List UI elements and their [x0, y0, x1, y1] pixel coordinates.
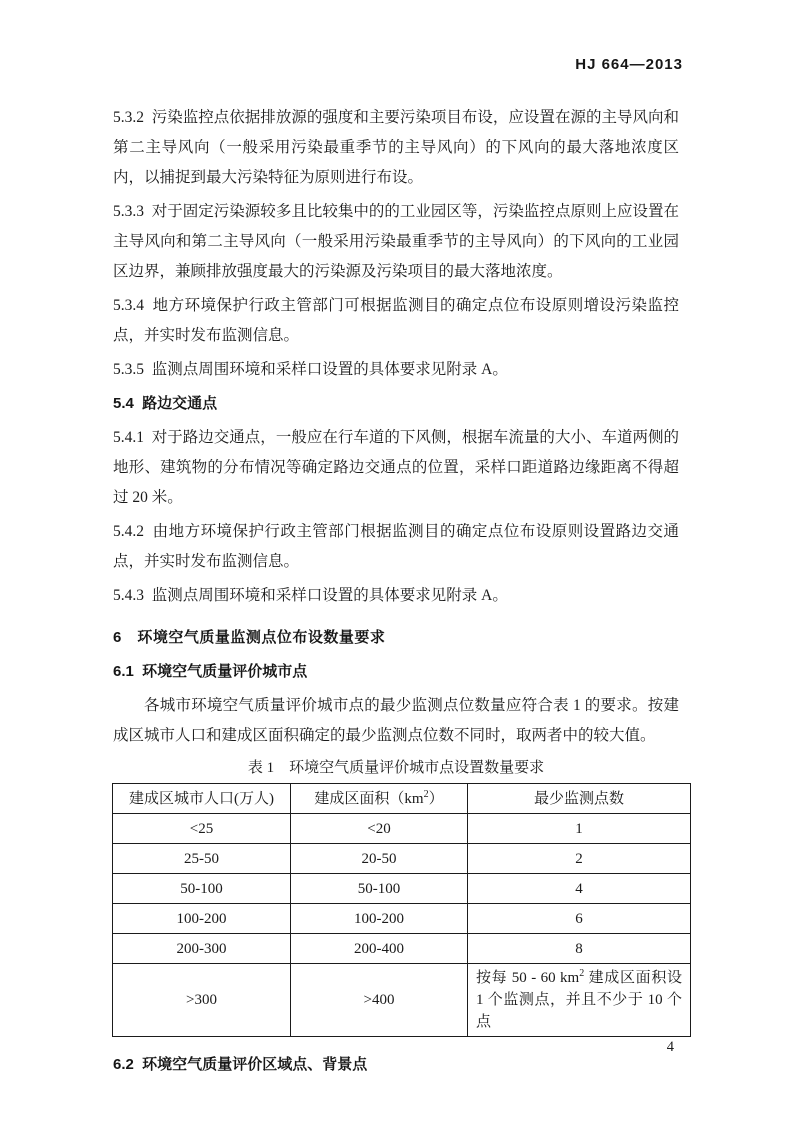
cell-population: 25-50	[113, 844, 291, 874]
table1-col-minpoints-header: 最少监测点数	[468, 784, 691, 814]
cell-area: 100-200	[291, 904, 468, 934]
heading-6-2: 6.2 环境空气质量评价区域点、背景点	[113, 1056, 368, 1073]
table1-caption: 表 1 环境空气质量评价城市点设置数量要求	[247, 760, 545, 776]
table-row	[113, 904, 691, 934]
note-superscript: 2	[579, 968, 585, 979]
cell-min-points: 2	[468, 844, 691, 874]
doc-code: HJ 664—2013	[575, 56, 683, 73]
cell-area: 50-100	[291, 874, 468, 904]
cell-population: >300	[113, 964, 291, 1037]
cell-min-points-note	[468, 964, 691, 1037]
cell-population: 50-100	[113, 874, 291, 904]
cell-area: >400	[291, 964, 468, 1037]
table-row	[113, 934, 691, 964]
area-header-close: ）	[428, 790, 444, 807]
table1	[112, 783, 691, 1037]
table1-header-row	[113, 784, 691, 814]
cell-population: <25	[113, 814, 291, 844]
area-header-text: 建成区面积（km	[314, 790, 424, 807]
cell-area: <20	[291, 814, 468, 844]
cell-area: 20-50	[291, 844, 468, 874]
para-5-4-1: 5.4.1 对于路边交通点，一般应在行车道的下风侧，根据车流量的大小、车道两侧的地形、建筑物的分布情况等确定路边交通点的位置，采样口距道路边缘距离不得超过 20 米。	[113, 429, 679, 506]
cell-min-points: 6	[468, 904, 691, 934]
table-row	[113, 814, 691, 844]
document-body	[113, 103, 682, 1084]
para-5-4-3: 5.4.3 监测点周围环境和采样口设置的具体要求见附录 A。	[113, 587, 508, 604]
table1-col-population-header: 建成区城市人口(万人)	[113, 784, 291, 814]
para-5-4-2: 5.4.2 由地方环境保护行政主管部门根据监测目的确定点位布设原则设置路边交通点，并实时发布监测信息。	[113, 523, 679, 570]
note-text: 按每 50 - 60 km	[476, 970, 580, 986]
para-5-3-3: 5.3.3 对于固定污染源较多且比较集中的的工业园区等，污染监控点原则上应设置在主导风向和第二主导风向（一般采用污染最重季节的主导风向）的下风向的工业园区边界，兼顾排放强度最大的污染源及污染项目的最大落地浓度。	[113, 203, 679, 280]
cell-min-points: 4	[468, 874, 691, 904]
cell-population: 100-200	[113, 904, 291, 934]
page-number: 4	[666, 1039, 674, 1055]
cell-min-points: 1	[468, 814, 691, 844]
table1-col-area-header	[291, 784, 468, 814]
heading-6-1: 6.1 环境空气质量评价城市点	[113, 663, 308, 680]
table-row	[113, 964, 691, 1037]
intro-paragraph-6-1: 各城市环境空气质量评价城市点的最少监测点位数量应符合表 1 的要求。按建成区城市人口和建成区面积确定的最少监测点位数不同时，取两者中的较大值。	[113, 697, 679, 744]
para-5-3-4: 5.3.4 地方环境保护行政主管部门可根据监测目的确定点位布设原则增设污染监控点，并实时发布监测信息。	[113, 297, 679, 344]
para-5-3-2: 5.3.2 污染监控点依据排放源的强度和主要污染项目布设，应设置在源的主导风向和第二主导风向（一般采用污染最重季节的主导风向）的下风向的最大落地浓度区内，以捕捉到最大污染特征为原则进行布设。	[113, 109, 679, 186]
cell-population: 200-300	[113, 934, 291, 964]
heading-6: 6 环境空气质量监测点位布设数量要求	[113, 629, 386, 646]
table-row	[113, 874, 691, 904]
cell-area: 200-400	[291, 934, 468, 964]
table-row	[113, 844, 691, 874]
note-text-rest: 建成区面积设 1 个监测点，并且不少于 10 个点	[476, 970, 682, 1030]
cell-min-points: 8	[468, 934, 691, 964]
heading-5-4: 5.4 路边交通点	[113, 395, 218, 412]
para-5-3-5: 5.3.5 监测点周围环境和采样口设置的具体要求见附录 A。	[113, 361, 508, 378]
area-header-superscript: 2	[423, 788, 429, 800]
